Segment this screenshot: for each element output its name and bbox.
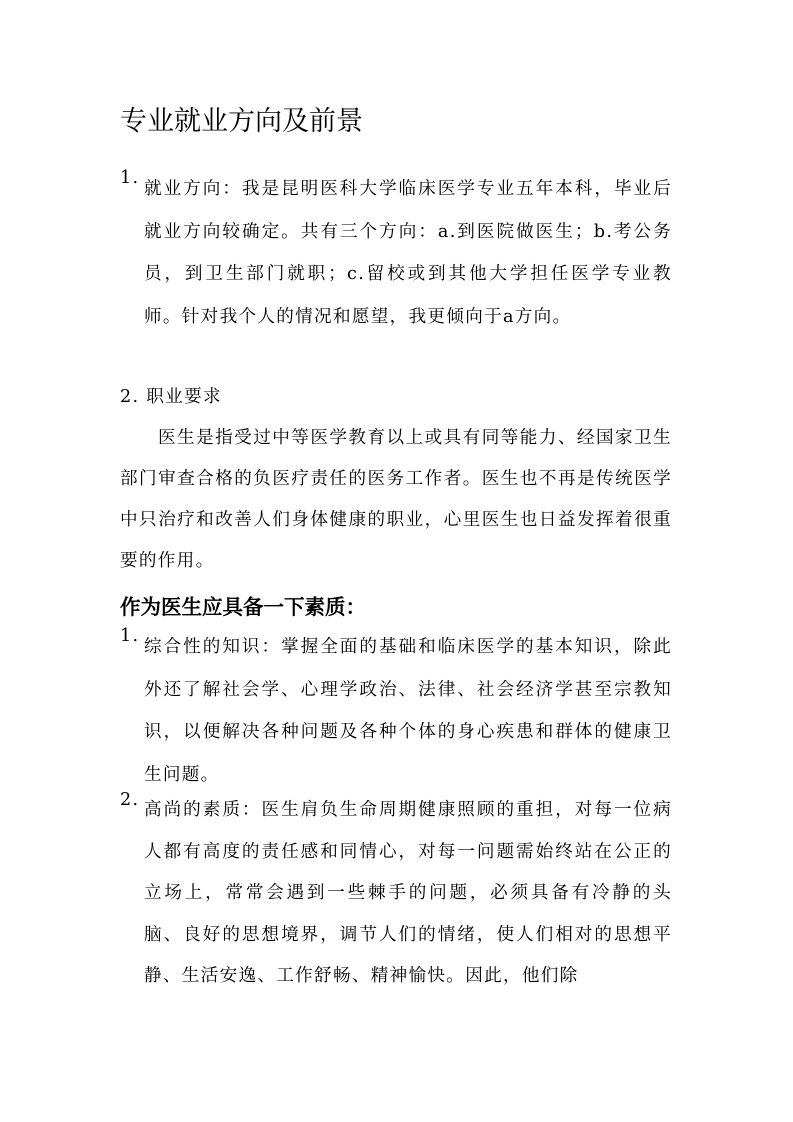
job-requirements-paragraph: 医生是指受过中等医学教育以上或具有同等能力、经国家卫生部门审查合格的负医疗责任的医务工作者。医生也不再是传统医学中只治疗和改善人们身体健康的职业，心里医生也日益发挥着很重要的作用。 [120, 428, 672, 571]
list-number: 2. [120, 790, 140, 810]
list-item-employment-direction [120, 168, 672, 338]
section-heading-job-requirements: 2. 职业要求 [120, 387, 222, 407]
list-item-quality-knowledge [120, 626, 672, 796]
list-item-text: 综合性的知识：掌握全面的基础和临床医学的基本知识，除此外还了解社会学、心理学政治、法律、社会经济学甚至宗教知识，以便解决各种问题及各种个体的身心疾患和群体的健康卫生问题。 [144, 637, 672, 785]
list-item-quality-character [120, 790, 672, 998]
list-item-text: 高尚的素质：医生肩负生命周期健康照顾的重担，对每一位病人都有高度的责任感和同情心，对每一问题需始终站在公正的立场上，常常会遇到一些棘手的问题，必须具备有冷静的头脑、良好的思想境界，调节人们的情绪，使人们相对的思想平静、生活安逸、工作舒畅、精神愉快。因此，他们除 [144, 800, 672, 986]
list-number: 1. [120, 168, 140, 188]
document-title: 专业就业方向及前景 [120, 106, 363, 137]
list-item-text: 就业方向：我是昆明医科大学临床医学专业五年本科，毕业后就业方向较确定。共有三个方向：a.到医院做医生；b.考公务员，到卫生部门就职；c.留校或到其他大学担任医学专业教师。针对我个人的情况和愿望，我更倾向于a方向。 [144, 179, 672, 327]
qualities-heading: 作为医生应具备一下素质： [120, 595, 366, 619]
list-number: 1. [120, 626, 140, 646]
